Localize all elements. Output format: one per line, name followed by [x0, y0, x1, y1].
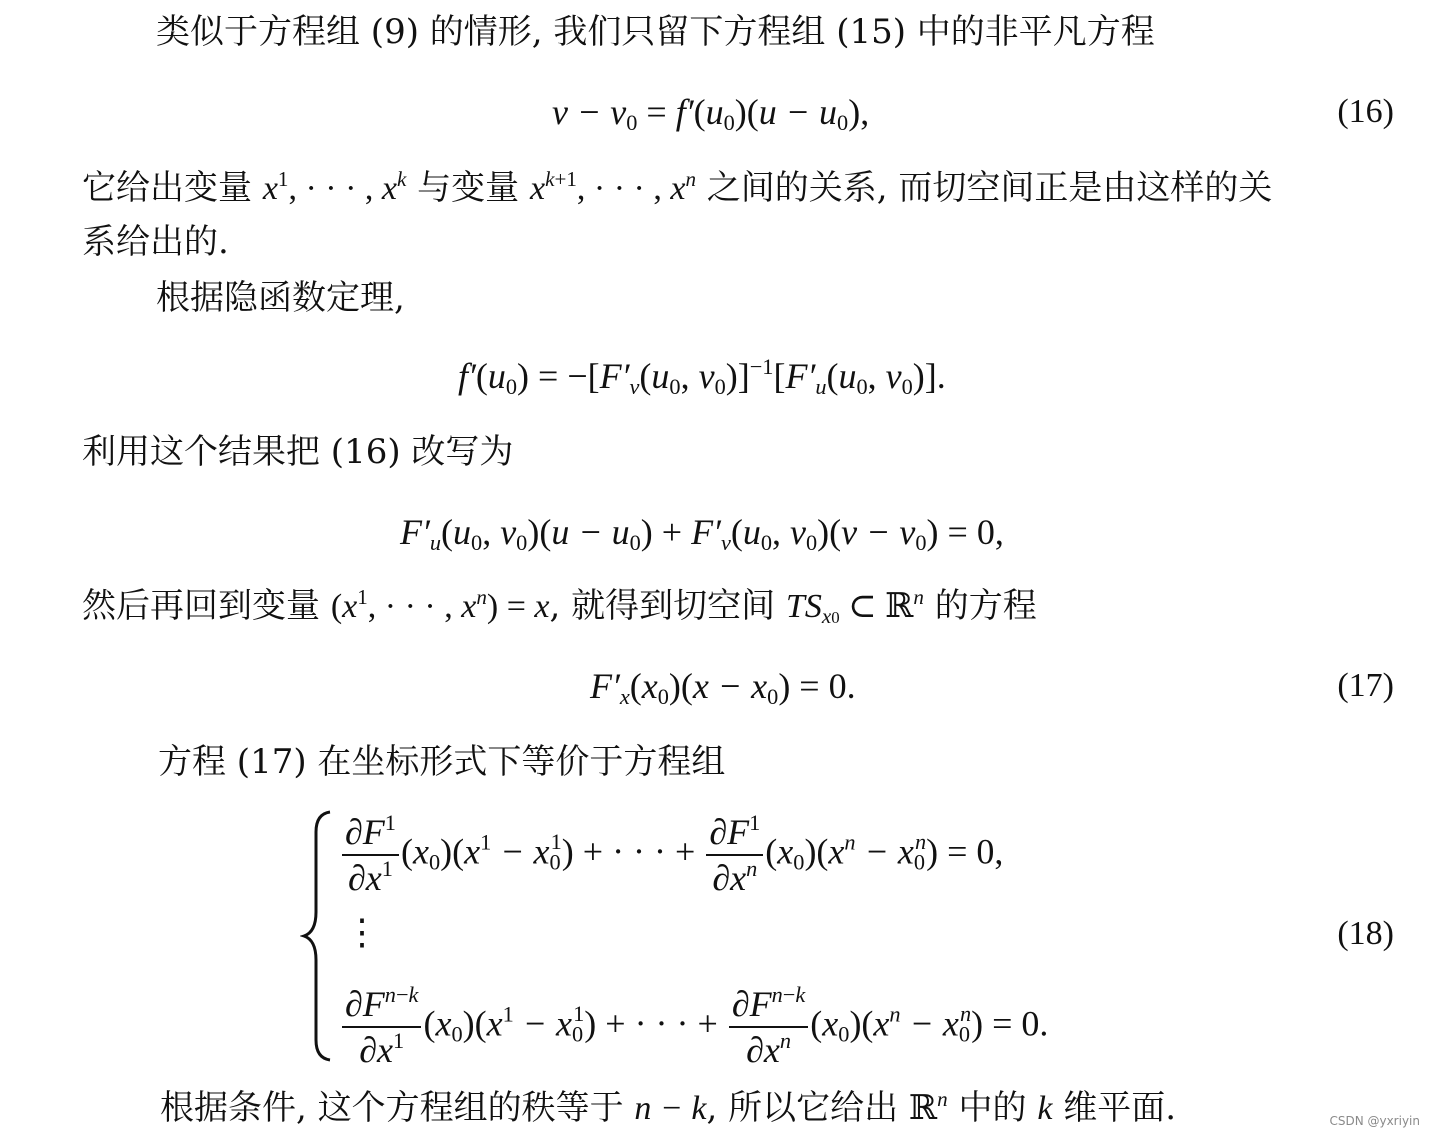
paragraph-3: 根据隐函数定理,: [156, 278, 405, 318]
equation-implicit-function: $f'(u_0) = -[F'_v(u_0$, $v_0)]^{-1}[F'_u(u_0$, $v_0$)].: [458, 354, 946, 400]
system-row-last: $\frac{\partial F^{n-k}}{\partial x^1}$ $(x_0)(x^1 - x_0^1)$ + · · · + $\frac{\partial F^{n-k}}{\partial x^n}$ $(x_0)(x^n - x_0^n) = 0$.: [340, 982, 1048, 1072]
fraction-dF1-dx1: $\frac{\partial F^1}{\partial x^1}$: [342, 810, 399, 900]
paragraph-6: 方程 (17) 在坐标形式下等价于方程组: [158, 742, 726, 782]
paragraph-5-text-a: 然后再回到变量: [82, 586, 331, 626]
paragraph-1: 类似于方程组 (9) 的情形, 我们只留下方程组 (15) 中的非平凡方程: [156, 12, 1155, 52]
equation-number-17: (17): [1337, 667, 1394, 704]
inline-math-k: k: [1037, 1090, 1053, 1127]
paragraph-5-text-c: 的方程: [923, 586, 1037, 626]
inline-math-tangent-space: $TS_{x0}$ ⊂ ℝ$^n$: [785, 584, 924, 628]
paragraph-7-text-a: 根据条件, 这个方程组的秩等于: [160, 1088, 635, 1128]
system-vertical-dots: ⋮: [344, 912, 380, 952]
inline-math-xk1-xn: $x^{k+1}$, · · · , $x^n$: [530, 166, 696, 207]
fraction-dFnk-dxn: $\frac{\partial F^{n-k}}{\partial x^n}$: [729, 982, 808, 1072]
paragraph-7-text-c: 中的: [947, 1088, 1038, 1128]
paragraph-2: [82, 168, 1272, 209]
paragraph-2-text-c: 之间的关系, 而切空间正是由这样的关: [696, 168, 1273, 208]
paragraph-2-text-b: 与变量: [406, 168, 530, 208]
equation-number-18: (18): [1337, 915, 1394, 952]
fraction-dFnk-dx1: $\frac{\partial F^{n-k}}{\partial x^1}$: [342, 982, 421, 1072]
equation-17: $F'_x(x_0)(x - x_0) = 0$.: [590, 666, 856, 710]
inline-math-x1-xk: $x^1$, · · · , $x^k$: [262, 166, 407, 207]
inline-math-Rn: ℝ$^n$: [908, 1086, 948, 1127]
paragraph-7-text-d: 维平面.: [1052, 1088, 1177, 1128]
fraction-dF1-dxn: $\frac{\partial F^1}{\partial x^n}$: [706, 810, 763, 900]
paragraph-2-text-a: 它给出变量: [82, 168, 263, 208]
left-brace-icon: [300, 808, 334, 1064]
equation-rewritten: $F'_u(u_0$, $v_0)(u - u_0) + F'_v(u_0$, $v_0)(v - v_0) = 0$,: [400, 512, 1004, 556]
equation-16: $v - v_0 = f'(u_0)(u - u_0)$,: [552, 92, 870, 136]
paragraph-7-text-b: , 所以它给出: [706, 1088, 909, 1128]
system-row-1: $\frac{\partial F^1}{\partial x^1}$ $(x_0)(x^1 - x_0^1)$ + · · · + $\frac{\partial F^1}{\partial x^n}$ $(x_0)(x^n - x_0^n) = 0$,: [340, 810, 1003, 900]
equation-number-16: (16): [1337, 93, 1394, 130]
paragraph-5-text-b: , 就得到切空间: [549, 586, 786, 626]
inline-math-n-minus-k: n − k: [634, 1090, 707, 1127]
paragraph-7: [160, 1088, 1176, 1129]
paragraph-4: 利用这个结果把 (16) 改写为: [82, 432, 514, 472]
inline-math-x-tuple: ($x^1$, · · · , $x^n) = x$: [330, 584, 550, 625]
paragraph-5: [82, 586, 1037, 627]
paragraph-2-continued: 系给出的.: [82, 222, 229, 262]
watermark: CSDN @yxriyin: [1329, 1114, 1420, 1128]
